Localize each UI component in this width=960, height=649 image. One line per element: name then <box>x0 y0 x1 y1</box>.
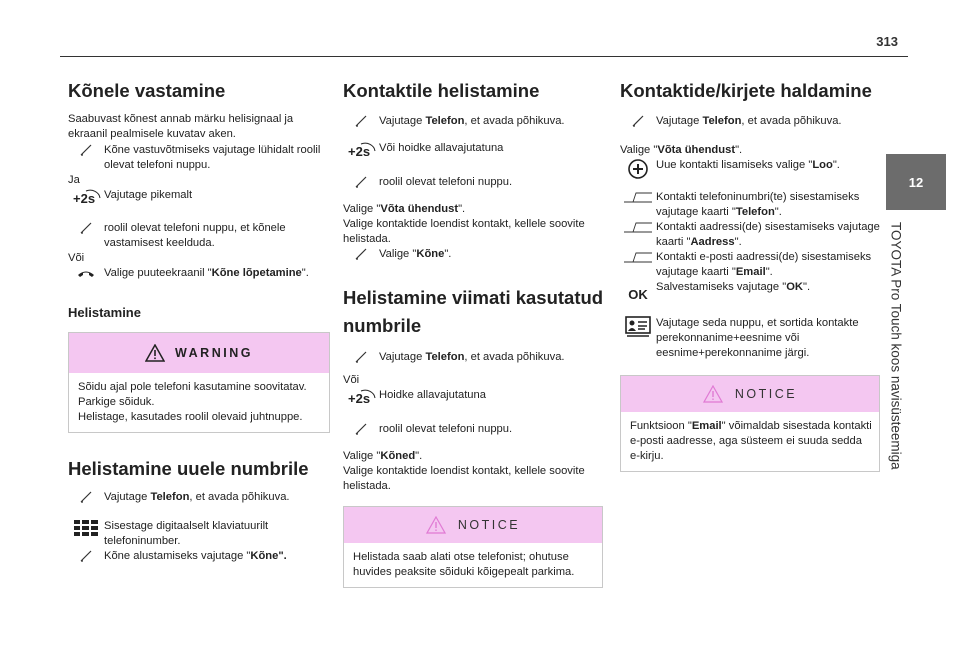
or-text: Või <box>343 374 360 387</box>
step-row <box>343 114 605 129</box>
step-text-end: ". <box>802 281 811 294</box>
side-title: TOYOTA Pro Touch koos navisüsteemiga <box>888 222 904 470</box>
para-text: Valige kontaktide loendist kontakt, kellele soovite helistada. <box>343 465 585 493</box>
step-row <box>68 490 330 505</box>
para-text-end: ". <box>415 450 423 463</box>
pen-icon <box>68 490 104 504</box>
step-row <box>620 280 882 302</box>
step-text-end: ". <box>301 267 309 280</box>
step-row <box>68 143 330 173</box>
address-card-label: Aadress <box>690 236 735 249</box>
para-text: Valige kontaktide loendist kontakt, kellele soovite helistada. <box>343 218 585 246</box>
notice-box <box>620 375 880 472</box>
hang-up-icon <box>68 266 104 280</box>
step-text: Kontakti e-posti aadressi(de) sisestamiseks vajutage kaarti " <box>656 251 872 279</box>
telefon-card-label: Telefon <box>735 206 775 219</box>
calls-label: Kõned <box>380 450 416 463</box>
step-text: Kontakti telefoninumbri(te) sisestamiseks vajutage kaarti " <box>656 191 860 219</box>
email-card-label: Email <box>735 266 766 279</box>
call-label: Kõne". <box>250 550 287 563</box>
para-text: Valige " <box>343 203 381 216</box>
create-label: Loo <box>812 159 833 172</box>
hold-2s-icon <box>68 188 104 210</box>
step-text: Vajutage <box>379 115 426 128</box>
step-text-end: , et avada põhikuva. <box>741 115 842 128</box>
and-text: Ja <box>68 174 80 187</box>
telefon-label: Telefon <box>425 351 465 364</box>
notice-header <box>621 376 879 412</box>
notice-header <box>344 507 602 543</box>
step-text-end: ". <box>832 159 840 172</box>
step-text-end: ". <box>734 236 742 249</box>
notice-text: Helistada saab alati otse telefonist; ohutuse huvides peaksite sõiduki kõigepealt parkima. <box>353 551 575 579</box>
warning-title: WARNING <box>175 346 253 361</box>
hold-2s-icon <box>343 388 379 410</box>
contact-label: Võta ühendust <box>657 144 736 157</box>
step-text: Sisestage digitaalselt klaviatuurilt telefoninumber. <box>104 520 269 548</box>
para-text: Valige " <box>343 450 381 463</box>
step-text-end: ". <box>444 248 452 261</box>
step-text: Vajutage seda nuppu, et sortida kontakte perekonnanime+eesnime või eesnime+perekonnanime järgi. <box>656 317 859 360</box>
email-label: Email <box>691 420 722 433</box>
pen-icon <box>620 114 656 128</box>
step-row <box>343 388 605 410</box>
warning-box <box>68 332 330 433</box>
step-text-end: , et avada põhikuva. <box>189 491 290 504</box>
step-row <box>68 221 330 251</box>
pen-icon <box>343 350 379 364</box>
section-title-contact-call: Kontaktile helistamine <box>343 80 540 101</box>
section-title-manage: Kontaktide/kirjete haldamine <box>620 80 872 101</box>
notice-text: Funktsioon " <box>630 420 692 433</box>
step-text: Vajutage <box>379 351 426 364</box>
card-tab-icon <box>620 190 656 204</box>
step-text: Vajutage <box>104 491 151 504</box>
step-text: Vajutage <box>656 115 703 128</box>
step-text: Kõne vastuvõtmiseks vajutage lühidalt roolil olevat telefoni nuppu. <box>104 144 321 172</box>
step-text: Valige " <box>379 248 417 261</box>
step-row <box>68 188 330 210</box>
pen-icon <box>343 247 379 261</box>
step-text: Hoidke allavajutatuna <box>379 389 486 402</box>
pen-icon <box>343 422 379 436</box>
para-text-end: ". <box>458 203 466 216</box>
step-text: Uue kontakti lisamiseks valige " <box>656 159 813 172</box>
step-text: Vajutage pikemalt <box>104 189 193 202</box>
step-text-end: ". <box>774 206 782 219</box>
notice-text-end: " võimaldab sisestada kontakti e-posti aadresse, aga süsteem ei suuda sedda e-kirju. <box>630 420 872 463</box>
column-3 <box>620 80 882 472</box>
contact-label: Võta ühendust <box>380 203 459 216</box>
notice-box <box>343 506 603 588</box>
step-row <box>343 247 605 262</box>
step-text: Või hoidke allavajutatuna <box>379 142 504 155</box>
intro-text: Saabuvast kõnest annab märku helisignaal ja ekraanil pealmisele kuvatav aken. <box>68 113 294 141</box>
column-2 <box>343 80 605 588</box>
step-text-end: ". <box>765 266 773 279</box>
step-row <box>620 220 882 250</box>
end-call-label: Kõne lõpetamine <box>211 267 302 280</box>
step-row <box>68 519 330 549</box>
add-circle-icon <box>620 158 656 180</box>
pen-icon <box>343 175 379 189</box>
notice-title: NOTICE <box>734 387 798 402</box>
section-title-answering: Kõnele vastamine <box>68 80 226 101</box>
step-row <box>68 549 330 564</box>
call-label: Kõne <box>416 248 445 261</box>
page-number: 313 <box>876 34 898 49</box>
step-row <box>620 316 882 361</box>
step-text: Kontakti aadressi(de) sisestamiseks vajutage kaarti " <box>656 221 880 249</box>
pen-icon <box>343 114 379 128</box>
or-text: Või <box>68 252 85 265</box>
section-title-recent: Helistamine viimati kasutatud numbrile <box>343 287 604 337</box>
warning-text-2: Helistage, kasutades roolil olevaid juhtnuppe. <box>78 411 303 424</box>
svg-text:+2s: +2s <box>348 391 371 407</box>
para-text: Valige " <box>620 144 658 157</box>
para-text-end: ". <box>735 144 743 157</box>
ok-icon <box>620 280 656 302</box>
warning-header <box>69 333 329 373</box>
step-row <box>620 158 882 180</box>
svg-text:+2s: +2s <box>73 191 96 207</box>
step-row <box>343 422 605 437</box>
header-rule <box>60 56 908 57</box>
step-row <box>343 350 605 365</box>
ok-icon-label: OK <box>628 287 648 303</box>
column-1 <box>68 80 330 564</box>
step-row <box>343 141 605 163</box>
chapter-tab: 12 <box>886 154 946 210</box>
pen-icon <box>68 143 104 157</box>
step-text: roolil olevat telefoni nuppu, et kõnele vastamisest keelduda. <box>104 222 286 250</box>
pen-icon <box>68 549 104 563</box>
pen-icon <box>68 221 104 235</box>
sort-contacts-icon <box>620 316 656 338</box>
step-text: Kõne alustamiseks vajutage " <box>104 550 251 563</box>
keypad-icon <box>68 519 104 539</box>
step-row <box>620 190 882 220</box>
notice-icon <box>426 516 446 534</box>
step-row <box>620 250 882 280</box>
telefon-label: Telefon <box>702 115 742 128</box>
notice-title: NOTICE <box>457 518 521 533</box>
step-text-end: , et avada põhikuva. <box>464 115 565 128</box>
telefon-label: Telefon <box>425 115 465 128</box>
step-text: Salvestamiseks vajutage " <box>656 281 787 294</box>
warning-icon <box>145 344 165 362</box>
hold-2s-icon <box>343 141 379 163</box>
subtitle-calling: Helistamine <box>68 305 141 321</box>
telefon-label: Telefon <box>150 491 190 504</box>
step-text: roolil olevat telefoni nuppu. <box>379 176 513 189</box>
step-text: roolil olevat telefoni nuppu. <box>379 423 513 436</box>
section-title-new-number: Helistamine uuele numbrile <box>68 458 309 480</box>
ok-label: OK <box>786 281 803 294</box>
step-row <box>343 175 605 190</box>
step-row <box>620 114 882 129</box>
step-text-end: , et avada põhikuva. <box>464 351 565 364</box>
step-text: Valige puuteekraanil " <box>104 267 212 280</box>
notice-icon <box>703 385 723 403</box>
card-tab-icon <box>620 250 656 264</box>
card-tab-icon <box>620 220 656 234</box>
step-row <box>68 266 330 281</box>
svg-text:+2s: +2s <box>348 144 371 160</box>
warning-text: Sõidu ajal pole telefoni kasutamine soovitatav. Parkige sõiduk. <box>78 381 307 409</box>
